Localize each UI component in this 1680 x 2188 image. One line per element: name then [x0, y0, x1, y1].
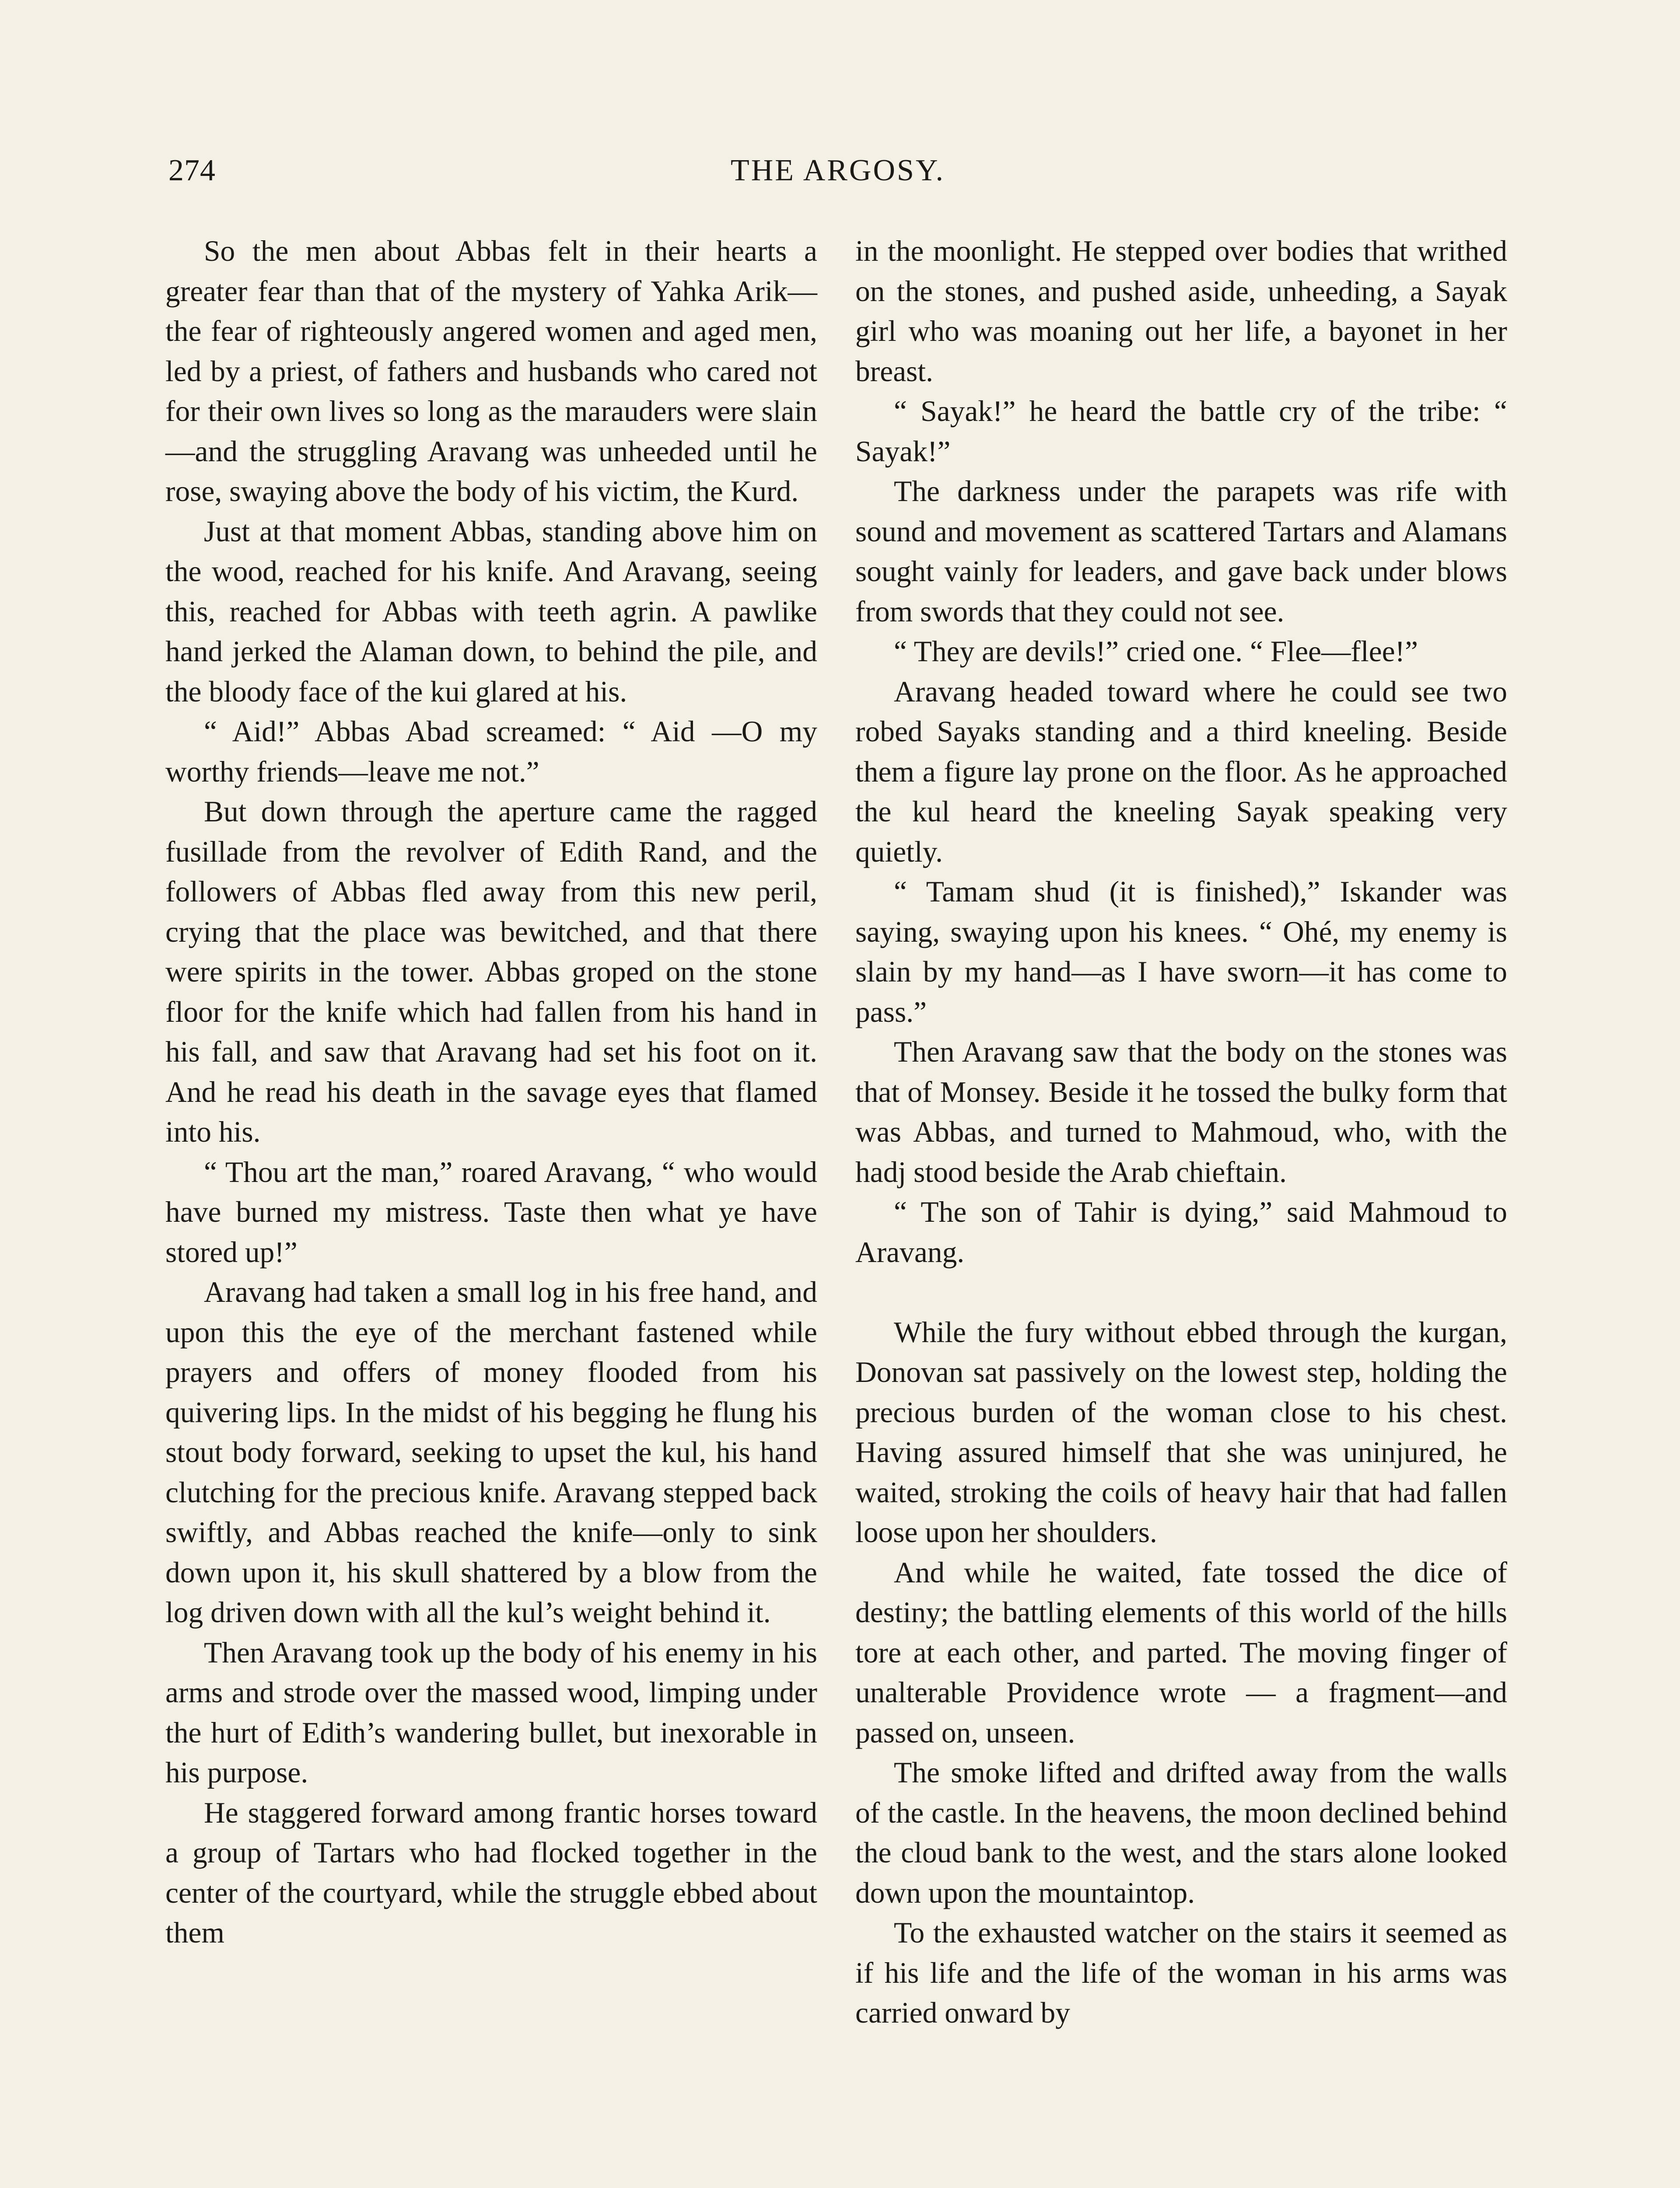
- paragraph: “ The son of Tahir is dying,” said Mahmoud to Aravang.: [855, 1196, 1507, 1269]
- paragraph: “ Tamam shud (it is finished),” Iskander was saying, swaying upon his knees. “ Ohé, my enemy is slain by my hand—as I have sworn—it has come to pass.”: [855, 875, 1507, 1028]
- paragraph: Then Aravang took up the body of his enemy in his arms and strode over the massed wood, limping under the hurt of Edith’s wandering bullet, but inexorable in his purpose.: [165, 1636, 817, 1789]
- paragraph: Aravang headed toward where he could see two robed Sayaks standing and a third kneeling. Beside them a figure lay prone on the floor. As he approached the kul heard the kneeling Sayak speaking very quietly.: [855, 675, 1507, 868]
- paragraph: But down through the aperture came the ragged fusillade from the revolver of Edith Rand, and the followers of Abbas fled away from this new peril, crying that the place was bewitched, and that there were spirits in the tower. Abbas groped on the stone floor for the knife which had fallen from his hand in his fall, and saw that Aravang had set his foot on it. And he read his death in the savage eyes that flamed into his.: [165, 795, 817, 1148]
- paragraph: “ Sayak!” he heard the battle cry of the tribe: “ Sayak!”: [855, 395, 1507, 468]
- paragraph: To the exhausted watcher on the stairs it seemed as if his life and the life of the woman in his arms was carried onward by: [855, 1916, 1507, 2029]
- paragraph: “ Aid!” Abbas Abad screamed: “ Aid —O my worthy friends—leave me not.”: [165, 715, 817, 788]
- paragraph: “ They are devils!” cried one. “ Flee—flee!”: [894, 635, 1418, 668]
- paragraph-section-start: While the fury without ebbed through the kurgan, Donovan sat passively on the lowest step, holding the precious burden of the woman close to his chest. Having assured himself that she was uninjured, he waited, stroking the coils of heavy hair that had fallen loose upon her shoulders.: [855, 1315, 1507, 1549]
- paragraph: Aravang had taken a small log in his free hand, and upon this the eye of the merchant fastened while prayers and offers of money flooded from his quivering lips. In the midst of his begging he flung his stout body forward, seeking to upset the kul, his hand clutching for the precious knife. Aravang stepped back swiftly, and Abbas reached the knife—only to sink down upon it, his skull shattered by a blow from the log driven down with all the kul’s weight behind it.: [165, 1276, 817, 1629]
- running-head: THE ARGOSY.: [730, 154, 945, 187]
- paragraph: “ Thou art the man,” roared Aravang, “ who would have burned my mistress. Taste then what ye have stored up!”: [165, 1155, 817, 1269]
- page-header: [168, 153, 1507, 201]
- paragraph: So the men about Abbas felt in their hearts a greater fear than that of the mystery of Yahka Arik—the fear of righteously angered women and aged men, led by a priest, of fathers and husbands who cared not for their own lives so long as the marauders were slain—and the struggling Aravang was unheeded until he rose, swaying above the body of his victim, the Kurd.: [165, 235, 817, 508]
- left-column: [165, 231, 817, 1953]
- page-number: 274: [168, 154, 216, 187]
- paragraph: Then Aravang saw that the body on the stones was that of Monsey. Beside it he tossed the bulky form that was Abbas, and turned to Mahmoud, who, with the hadj stood beside the Arab chieftain.: [855, 1035, 1507, 1189]
- paragraph: He staggered forward among frantic horses toward a group of Tartars who had flocked together in the center of the courtyard, while the struggle ebbed about them: [165, 1796, 817, 1949]
- paragraph: Just at that moment Abbas, standing above him on the wood, reached for his knife. And Aravang, seeing this, reached for Abbas with teeth agrin. A pawlike hand jerked the Alaman down, to behind the pile, and the bloody face of the kui glared at his.: [165, 515, 817, 708]
- paragraph: The smoke lifted and drifted away from the walls of the castle. In the heavens, the moon declined behind the cloud bank to the west, and the stars alone looked down upon the mountaintop.: [855, 1756, 1507, 1909]
- paragraph: And while he waited, fate tossed the dice of destiny; the battling elements of this world of the hills tore at each other, and parted. The moving finger of unalterable Providence wrote — a fragment—and passed on, unseen.: [855, 1556, 1507, 1749]
- paragraph-continued: in the moonlight. He stepped over bodies that writhed on the stones, and pushed aside, unheeding, a Sayak girl who was moaning out her life, a bayonet in her breast.: [855, 235, 1507, 388]
- paragraph: The darkness under the parapets was rife with sound and movement as scattered Tartars and Alamans sought vainly for leaders, and gave back under blows from swords that they could not see.: [855, 475, 1507, 628]
- right-column: [855, 231, 1507, 2033]
